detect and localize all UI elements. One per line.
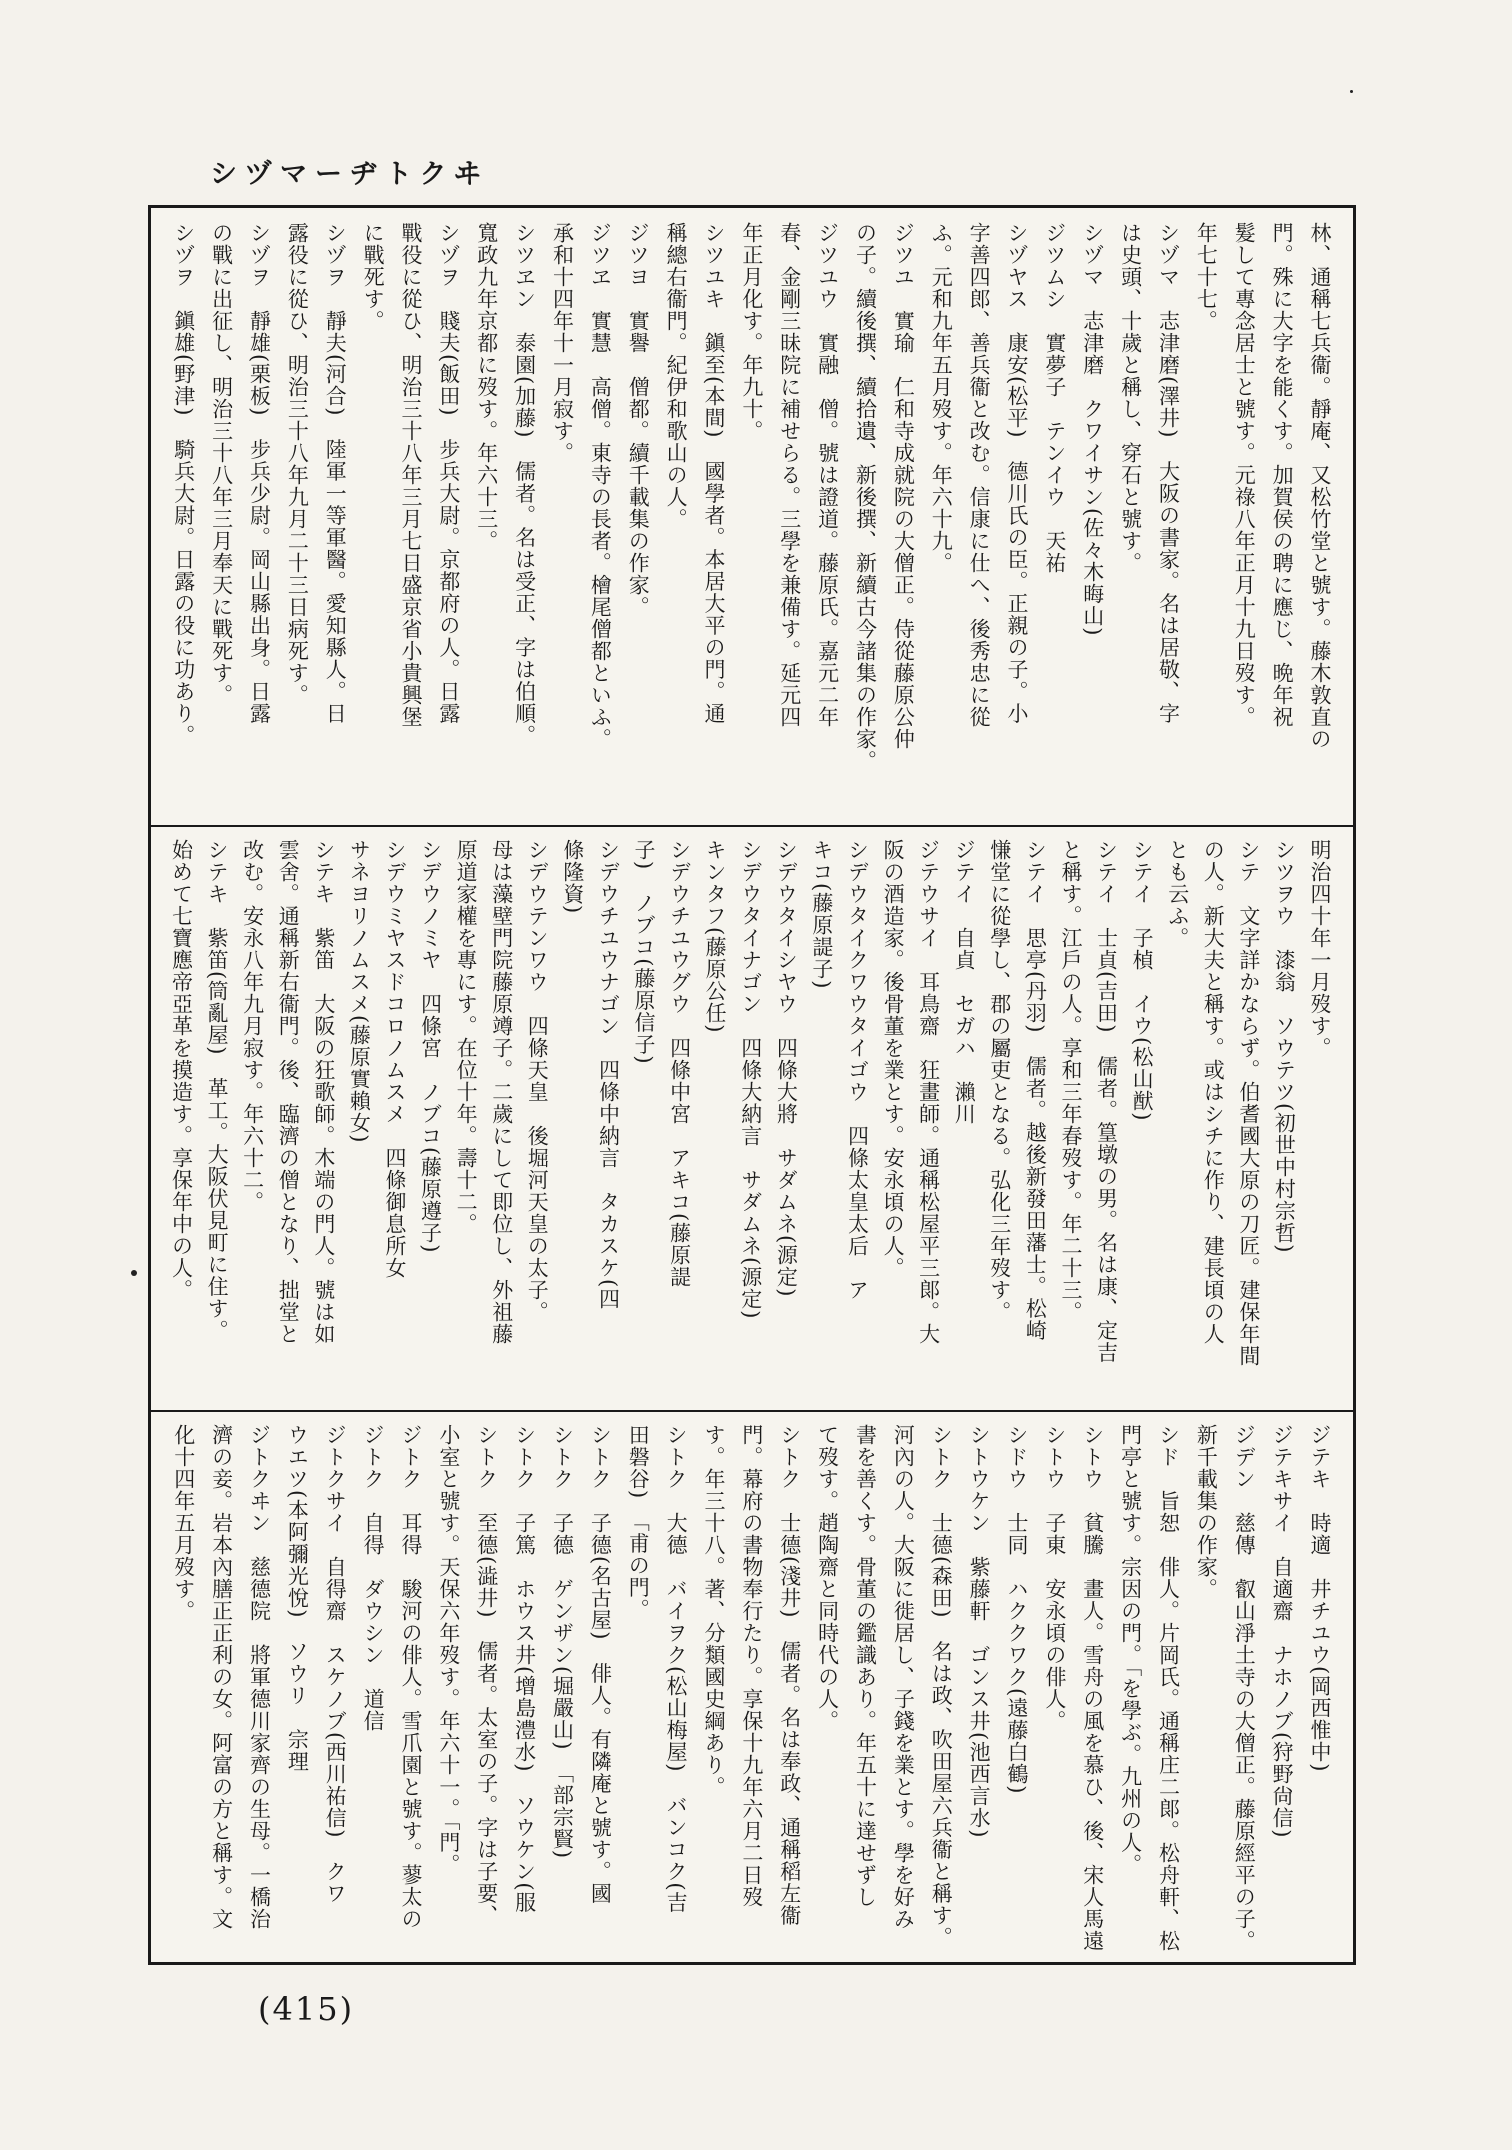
text-column: シトウ 貧騰 畫人。雪舟の風を慕ひ、後、宋人馬遠 [1080,1424,1105,1952]
text-column: サネヨリノムスメ(藤原實賴女) [347,839,372,1144]
column-group-top [165,222,1339,815]
text-column: シテキ 紫笛 大阪の狂歌師。木端の門人。號は如 [311,839,336,1345]
text-column: の人。新大夫と稱す。或はシチに作り、建長頃の人 [1201,839,1226,1345]
text-column: シヅヲ 靜雄(栗板) 步兵少尉。岡山縣出身。日露 [247,222,272,725]
text-column: 承和十四年十一月寂す。 [550,222,575,464]
text-column: ふ。元和九年五月歿す。年六十九。 [929,222,954,574]
text-column: 田磐谷) 「甫の門。 [626,1424,651,1621]
text-column: ジテキ 時適 井チユウ(岡西惟中) [1308,1424,1332,1773]
text-column: シデウタイクワウタイゴウ 四條太皇太后 ア [845,839,870,1301]
text-column: キンタフ(藤原公任) [703,839,728,1034]
text-column: シツユキ 鎭至(本間) 國學者。本居大平の門。通 [702,222,726,725]
text-column: シデウタイシヤウ 四條大將 サダムネ(源定) [774,839,799,1298]
text-column: シトク 士德(森田) 名は政、吹田屋六兵衞と稱す。 [929,1424,954,1949]
text-column: ジツヨ 實譽 僧都。續千載集の作家。 [626,222,651,618]
text-column: ジツユ 實瑜 仁和寺成就院の大僧正。侍從藤原公仲 [891,222,916,750]
text-column: 化十四年五月歿す。 [171,1424,196,1622]
text-column: シトク 士德(淺井) 儒者。名は奉政、通稱稻左衞 [777,1424,802,1927]
text-column: 稱總右衞門。紀伊和歌山の人。 [664,222,689,530]
text-column: ウエツ(本阿彌光悅) ソウリ 宗理 [285,1424,310,1773]
running-head: シヅマーヂトクヰ [210,159,489,190]
text-column: は史頭、十歲と稱し、穿石と號す。 [1118,222,1143,574]
text-column: シトク 子德 ゲンザン(堀嚴山) 「部宗賢) [550,1424,575,1860]
entry-band-top [151,208,1353,827]
text-column: 小室と號す。天保六年歿す。年六十一。「門。 [436,1424,461,1876]
text-column: シトク 子篤 ホウス井(增島澧水) ソウケン(服 [512,1424,537,1914]
text-column: シテイ 子楨 イウ(松山猷) [1130,839,1155,1122]
column-group-middle [165,839,1339,1400]
text-column: シヅマ 志津磨(澤井) 大阪の書家。名は居敬、字 [1156,222,1181,725]
text-column: 門亭と號す。宗因の門。「を學ぶ。九州の人。 [1118,1424,1143,1876]
text-column: 年正月化す。年九十。 [739,222,764,442]
text-column: 林、通稱七兵衞。靜庵、又松竹堂と號す。藤木敦直の [1308,222,1332,750]
text-column: シヅマ 志津磨 クワイサン(佐々木晦山) [1080,222,1105,637]
text-column: 門。幕府の書物奉行たり。享保十九年六月二日歿 [739,1424,764,1908]
text-column: シデウミヤスドコロノムスメ 四條御息所女 [382,839,407,1279]
text-column: シテイ 士貞(吉田) 儒者。篁墩の男。名は康、定吉 [1094,839,1119,1364]
text-column: ジトク 自得 ダウシン 道信 [361,1424,386,1732]
text-column: シデウタイナゴン 四條大納言 サダムネ(源定) [738,839,763,1320]
text-column: シドウ 士同 ハククワク(遠藤白鶴) [1005,1424,1029,1795]
text-column: 慊堂に從學し、郡の屬吏となる。弘化三年歿す。 [987,839,1012,1323]
text-column: ジツユウ 實融 僧。號は證道。藤原氏。嘉元二年 [815,222,840,728]
text-column: シトク 子德(名古屋) 俳人。有隣庵と號す。國 [588,1424,613,1905]
text-column: 改む。安永八年九月寂す。年六十二。 [240,839,265,1213]
text-column: ジテイ 自貞 セガハ 瀨川 [952,839,977,1125]
text-column: シヅヲ 鎭雄(野津) 騎兵大尉。日露の役に功あり。 [171,222,196,747]
text-column: ジツヱ 實慧 高僧。東寺の長者。檜尾僧都といふ。 [588,222,613,750]
text-column: ジトクサイ 自得齋 スケノブ(西川祐信) クワ [323,1424,348,1905]
text-column: シデウテンワウ 四條天皇 後堀河天皇の太子。 [525,839,550,1323]
text-column: 母は藻壁門院藤原竴子。二歲にして即位し、外祖藤 [489,839,514,1345]
text-column: 戰役に從ひ、明治三十八年三月七日盛京省小貴興堡 [399,222,423,728]
text-column: の戰に出征し、明治三十八年三月奉天に戰死す。 [209,222,234,706]
text-column: シヅヲ 賤夫(飯田) 步兵大尉。京都府の人。日露 [436,222,461,725]
entry-band-middle [151,825,1353,1412]
text-column: 字善四郎、善兵衞と改む。信康に仕へ、後秀忠に從 [967,222,992,728]
text-column: 阪の酒造家。後骨董を業とす。安永頃の人。 [881,839,906,1279]
text-column: て歿す。趙陶齋と同時代の人。 [815,1424,840,1732]
text-column: 寬政九年京都に歿す。年六十三。 [474,222,499,552]
text-column: 髮して專念居士と號す。元祿八年正月十九日歿す。 [1232,222,1257,728]
text-column: キコ(藤原諟子) [809,839,834,990]
text-column: の子。續後撰、續拾遺、新後撰、新續古今諸集の作家。 [853,222,878,772]
text-column: 新千載集の作家。 [1194,1424,1219,1600]
text-column: シツヲウ 漆翁 ソウテツ(初世中村宗哲) [1272,839,1297,1254]
text-column: シトウ 子東 安永頃の俳人。 [1042,1424,1067,1732]
ink-speck [1350,90,1353,93]
dictionary-frame [148,205,1356,1965]
text-column: ジトク 耳得 駿河の俳人。雪爪園と號す。蓼太の [399,1424,423,1930]
text-column: 條隆資) [560,839,585,915]
text-column: 濟の妾。岩本內膳正正利の女。阿富の方と稱す。文 [209,1424,234,1930]
text-column: シトク 至德(澁井) 儒者。太室の子。字は子要、 [474,1424,499,1927]
page-number: (415) [258,1990,355,2028]
text-column: 原道家權を專にす。在位十年。壽十二。 [454,839,479,1235]
text-column: 河內の人。大阪に徙居し、子錢を業とす。學を好み [891,1424,916,1930]
text-column: と稱す。江戶の人。享和三年春歿す。年二十三。 [1058,839,1083,1323]
text-column: 始めて七寶應帝亞革を摸造す。享保年中の人。 [169,839,194,1301]
text-column: 門。殊に大字を能くす。加賀侯の聘に應じ、晩年祝 [1270,222,1295,728]
text-column: シテキ 紫笛(筒亂屋) 革工。大阪伏見町に住す。 [205,839,230,1342]
text-column: 書を善くす。骨董の鑑識あり。年五十に達せずし [853,1424,878,1908]
ink-speck [131,1270,137,1276]
text-column: シテ 文字詳かならず。伯耆國大原の刀匠。建保年間 [1236,839,1261,1367]
text-column: シトク 大德 バイヲク(松山梅屋) バンコク(吉 [664,1424,689,1914]
text-column: ジテウサイ 耳鳥齋 狂畫師。通稱松屋平三郞。大 [916,839,941,1345]
text-column: とも云ふ。 [1165,839,1190,949]
text-column: 春、金剛三昧院に補せらる。三學を兼備す。延元四 [777,222,802,728]
column-group-bottom [165,1424,1339,1952]
text-column: す。年三十八。著、分類國史綱あり。 [702,1424,726,1798]
text-column: 子) ノブコ(藤原信子) [632,839,657,1065]
text-column: 明治四十年一月歿す。 [1308,839,1332,1059]
text-column: シド 旨恕 俳人。片岡氏。通稱庄二郞。松舟軒、松 [1156,1424,1181,1952]
text-column: ジデン 慈傳 叡山淨土寺の大僧正。藤原經平の子。 [1232,1424,1257,1952]
text-column: 露役に從ひ、明治三十八年九月二十三日病死す。 [285,222,310,706]
text-column: ジトクヰン 慈德院 將軍德川家齊の生母。一橋治 [247,1424,272,1930]
text-column: シデウノミヤ 四條宮 ノブコ(藤原遵子) [418,839,443,1254]
text-column: に戰死す。 [361,222,386,332]
text-column: シヅヤス 康安(松平) 德川氏の臣。正親の子。小 [1005,222,1029,725]
text-column: シツヱン 泰園(加藤) 儒者。名は受正、字は伯順。 [512,222,537,747]
text-column: シトウケン 紫藤軒 ゴンス井(池西言水) [967,1424,992,1839]
text-column: 年七十七。 [1194,222,1219,332]
text-column: シデウチユウグウ 四條中宮 アキコ(藤原諟 [667,839,692,1289]
text-column: シテイ 思亭(丹羽) 儒者。越後新發田藩士。松崎 [1023,839,1048,1342]
entry-band-bottom [151,1410,1353,1962]
text-column: シヅヲ 靜夫(河合) 陸軍一等軍醫。愛知縣人。日 [323,222,348,725]
text-column: 雲舍。通稱新右衞門。後、臨濟の僧となり、拙堂と [276,839,301,1345]
text-column: ジテキサイ 自適齋 ナホノブ(狩野尙信) [1270,1424,1295,1839]
text-column: ジツムシ 實夢子 テンイウ 天祐 [1042,222,1067,574]
text-column: シデウチユウナゴン 四條中納言 タカスケ(四 [596,839,621,1311]
